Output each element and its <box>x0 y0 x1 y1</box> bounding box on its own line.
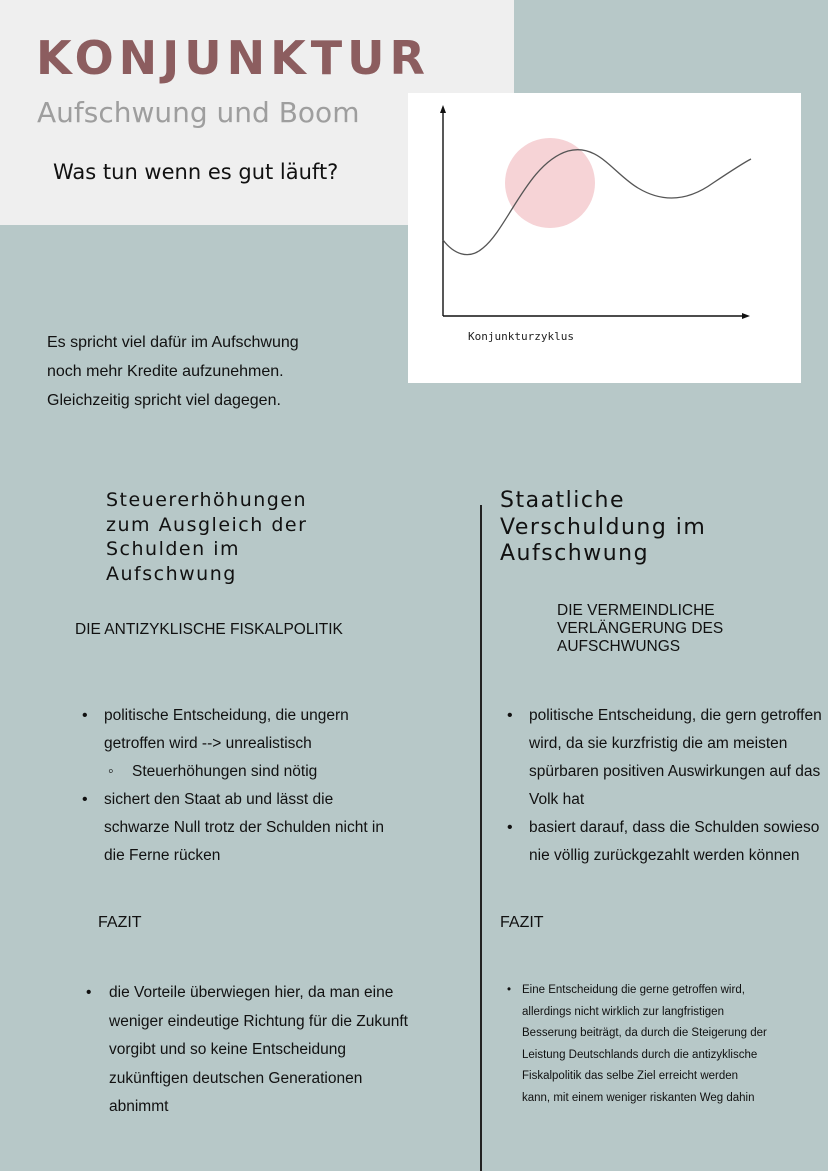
list-item: • Eine Entscheidung die gerne getroffen wird, allerdings nicht wirklich zur langfristigen Besserung beiträgt, da durch die Steigerung der Leistung Deutschlands durch die antizyklische Fiskalpolitik das selbe Ziel erreicht werden kann, mit einem weniger riskanten Weg dahin <box>507 980 767 1109</box>
business-cycle-curve <box>443 150 751 255</box>
right-conclusion-list <box>507 980 767 1109</box>
right-fazit-label: FAZIT <box>500 914 544 931</box>
page-subtitle: Aufschwung und Boom <box>37 96 360 129</box>
heading-line: Schulden im <box>106 538 240 560</box>
intro-line: Gleichzeitig spricht viel dagegen. <box>47 392 281 409</box>
heading-line: Verschuldung im <box>500 514 707 540</box>
subheading-line: DIE VERMEINDLICHE <box>557 602 715 619</box>
right-bullet-list <box>507 702 827 870</box>
y-axis-arrow-icon <box>440 105 446 113</box>
heading-line: Staatliche <box>500 488 625 513</box>
business-cycle-chart <box>408 93 801 383</box>
heading-line: Aufschwung <box>106 562 237 585</box>
intro-text <box>47 328 377 415</box>
business-cycle-svg <box>408 93 801 383</box>
left-fazit-label: FAZIT <box>98 914 142 931</box>
left-column-subheading: DIE ANTIZYKLISCHE FISKALPOLITIK <box>75 621 343 638</box>
intro-line: noch mehr Kredite aufzunehmen. <box>47 363 284 380</box>
boom-highlight-circle <box>505 138 595 228</box>
subheading-line: VERLÄNGERUNG DES <box>557 620 724 637</box>
heading-line: Aufschwung <box>500 541 650 566</box>
heading-line: zum Ausgleich der <box>106 513 308 536</box>
right-column-subheading <box>557 602 817 656</box>
right-column-heading <box>500 488 820 568</box>
left-conclusion-list <box>86 979 416 1122</box>
list-item: • basiert darauf, dass die Schulden sowieso nie völlig zurückgezahlt werden können <box>507 814 827 870</box>
subheading-line: AUFSCHWUNGS <box>557 638 681 655</box>
page-title: KONJUNKTUR <box>36 31 430 85</box>
list-subitem: ◦ Steuerhöhungen sind nötig <box>82 758 402 786</box>
left-bullet-list <box>82 702 402 870</box>
list-item: • politische Entscheidung, die ungern getroffen wird --> unrealistisch <box>82 702 402 758</box>
column-divider <box>480 505 482 1171</box>
list-item: • die Vorteile überwiegen hier, da man eine weniger eindeutige Richtung für die Zukunft vorgibt und so keine Entscheidung zukünftigen deutschen Generationen abnimmt <box>86 979 416 1122</box>
list-item: • sichert den Staat ab und lässt die schwarze Null trotz der Schulden nicht in die Ferne rücken <box>82 786 402 870</box>
list-item: • politische Entscheidung, die gern getroffen wird, da sie kurzfristig die am meisten spürbaren positiven Auswirkungen auf das Volk hat <box>507 702 827 814</box>
heading-line: Steuererhöhungen <box>106 489 308 511</box>
intro-line: Es spricht viel dafür im Aufschwung <box>47 334 299 351</box>
chart-caption: Konjunkturzyklus <box>468 330 574 343</box>
x-axis-arrow-icon <box>742 313 750 319</box>
left-column-heading <box>106 488 366 586</box>
header-question: Was tun wenn es gut läuft? <box>53 160 339 184</box>
